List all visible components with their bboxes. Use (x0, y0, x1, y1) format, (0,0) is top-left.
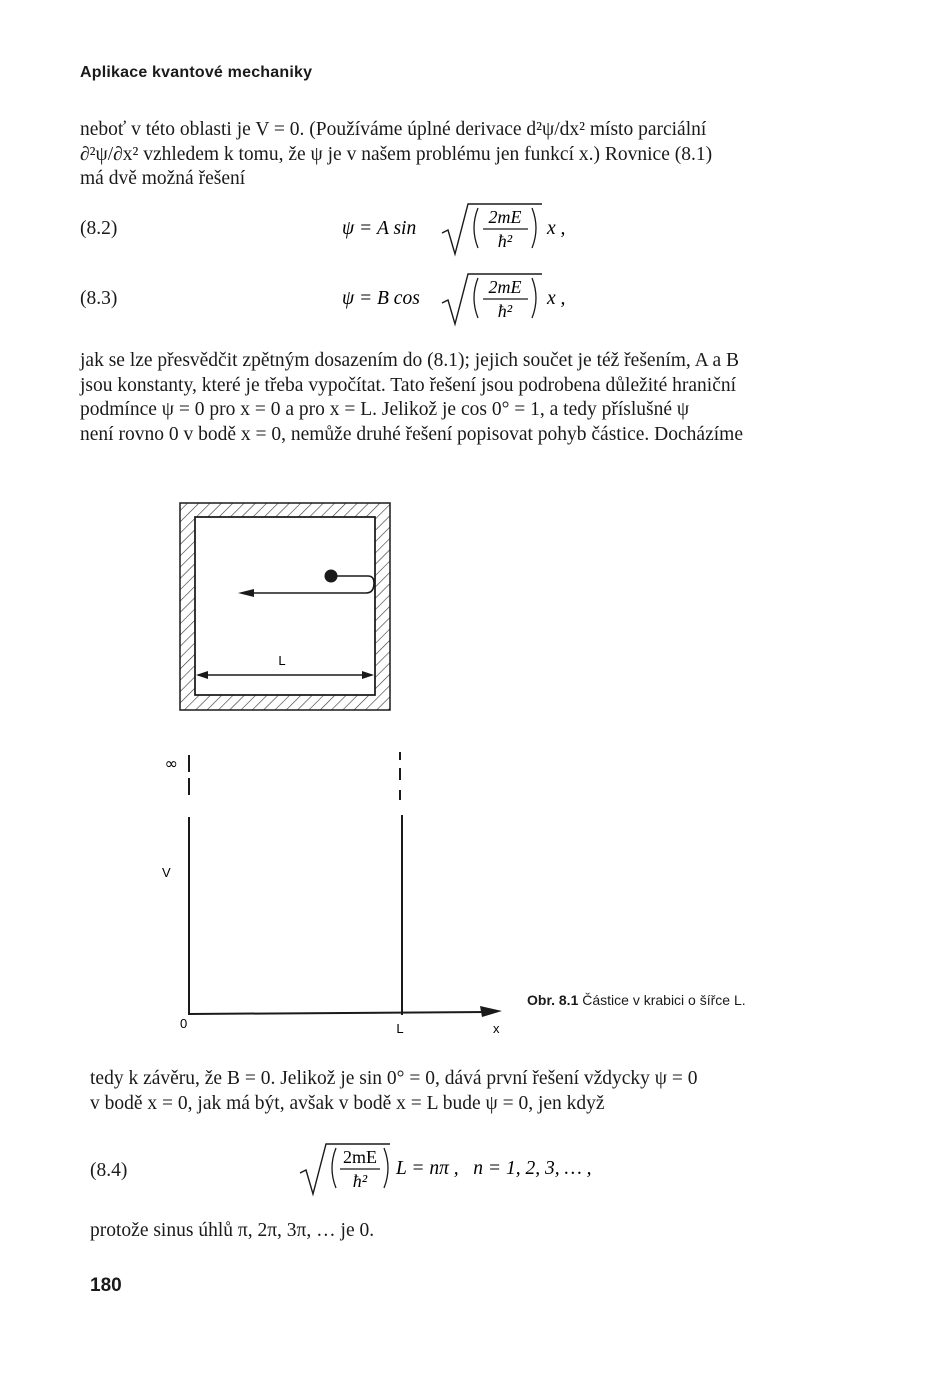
equation-8-2-lhs: ψ = A sin (342, 218, 417, 239)
figure-caption-text: Částice v krabici o šířce L. (582, 992, 746, 1008)
paragraph-1-line-2: ∂²ψ/∂x² vzhledem k tomu, že ψ je v našem problému jen funkcí x.) Rovnice (8.1) (80, 143, 713, 165)
equation-8-3-denominator: ħ² (497, 301, 513, 321)
equation-8-3-number: (8.3) (80, 288, 118, 309)
equation-8-2-right-paren (532, 208, 536, 248)
equation-8-4-numerator: 2mE (343, 1147, 377, 1167)
paragraph-2-line-2: jsou konstanty, které je třeba vypočítat. Tato řešení jsou podrobena důležité hraniční (80, 374, 737, 396)
equation-8-4-formula (300, 1140, 650, 1200)
box-width-dimension (196, 671, 374, 679)
potential-well-plot (189, 752, 502, 1017)
equation-8-2-tail: x , (547, 218, 566, 239)
x-axis-label: x (493, 1021, 500, 1036)
equation-8-3-numerator: 2mE (488, 277, 522, 297)
paragraph-4 (90, 1219, 855, 1244)
equation-8-4-number: (8.4) (90, 1160, 128, 1181)
box-width-label: L (278, 653, 286, 668)
equation-8-3-tail: x , (547, 288, 566, 309)
equation-8-4 (300, 1140, 650, 1206)
particle-with-arrow (238, 570, 374, 598)
equation-8-3-formula (342, 270, 592, 330)
figure-8-1 (150, 495, 530, 1045)
equation-8-2-left-paren (474, 208, 478, 248)
origin-label: 0 (180, 1016, 188, 1031)
paragraph-4-line-1: protože sinus úhlů π, 2π, 3π, … je 0. (90, 1220, 375, 1241)
equation-8-2-number: (8.2) (80, 218, 118, 239)
paragraph-2-line-4: není rovno 0 v bodě x = 0, nemůže druhé řešení popisovat pohyb částice. Docházíme (80, 423, 743, 445)
page-number: 180 (90, 1275, 122, 1296)
equation-8-3-right-paren (532, 278, 536, 318)
equation-8-4-right-paren (384, 1148, 388, 1188)
equation-8-2 (342, 200, 592, 266)
paragraph-3 (90, 1067, 855, 1116)
v-axis-label: V (162, 865, 171, 880)
paragraph-3-line-1: tedy k závěru, že B = 0. Jelikož je sin 0° = 0, dává první řešení vždycky ψ = 0 (90, 1068, 698, 1089)
equation-8-2-numerator: 2mE (488, 207, 522, 227)
equation-8-3-lhs: ψ = B cos (342, 288, 420, 309)
figure-caption-label: Obr. 8.1 (527, 992, 579, 1008)
x-axis-arrow (480, 1006, 502, 1017)
l-tick-label: L (396, 1021, 404, 1036)
x-axis (189, 1012, 488, 1014)
equation-8-3 (342, 270, 592, 336)
equation-8-4-denominator: ħ² (352, 1171, 368, 1191)
running-head: Aplikace kvantové mechaniky (80, 64, 313, 81)
paragraph-1 (80, 118, 845, 192)
figure-caption (527, 992, 746, 1008)
paragraph-2-line-3: podmínce ψ = 0 pro x = 0 a pro x = L. Jelikož je cos 0° = 1, a tedy příslušné ψ (80, 399, 690, 420)
paragraph-3-line-2: v bodě x = 0, jak má být, avšak v bodě x = L bude ψ = 0, jen když (90, 1092, 605, 1114)
paragraph-2 (80, 349, 845, 447)
particle-dot (325, 570, 338, 583)
paragraph-1-line-3: má dvě možná řešení (80, 168, 246, 189)
box-walls (180, 503, 390, 710)
paragraph-1-line-1: neboť v této oblasti je V = 0. (Používáme úplné derivace d²ψ/dx² místo parciální (80, 119, 707, 140)
infinity-label: ∞ (164, 754, 178, 773)
equation-8-3-left-paren (474, 278, 478, 318)
equation-8-2-formula (342, 200, 592, 260)
paragraph-2-line-1: jak se lze přesvědčit zpětným dosazením do (8.1); jejich součet je též řešením, A a B (80, 350, 739, 371)
figure-8-1-drawing (150, 495, 530, 1045)
equation-8-4-left-paren (332, 1148, 336, 1188)
equation-8-4-tail: L = nπ , n = 1, 2, 3, … , (396, 1158, 592, 1179)
equation-8-2-denominator: ħ² (497, 231, 513, 251)
